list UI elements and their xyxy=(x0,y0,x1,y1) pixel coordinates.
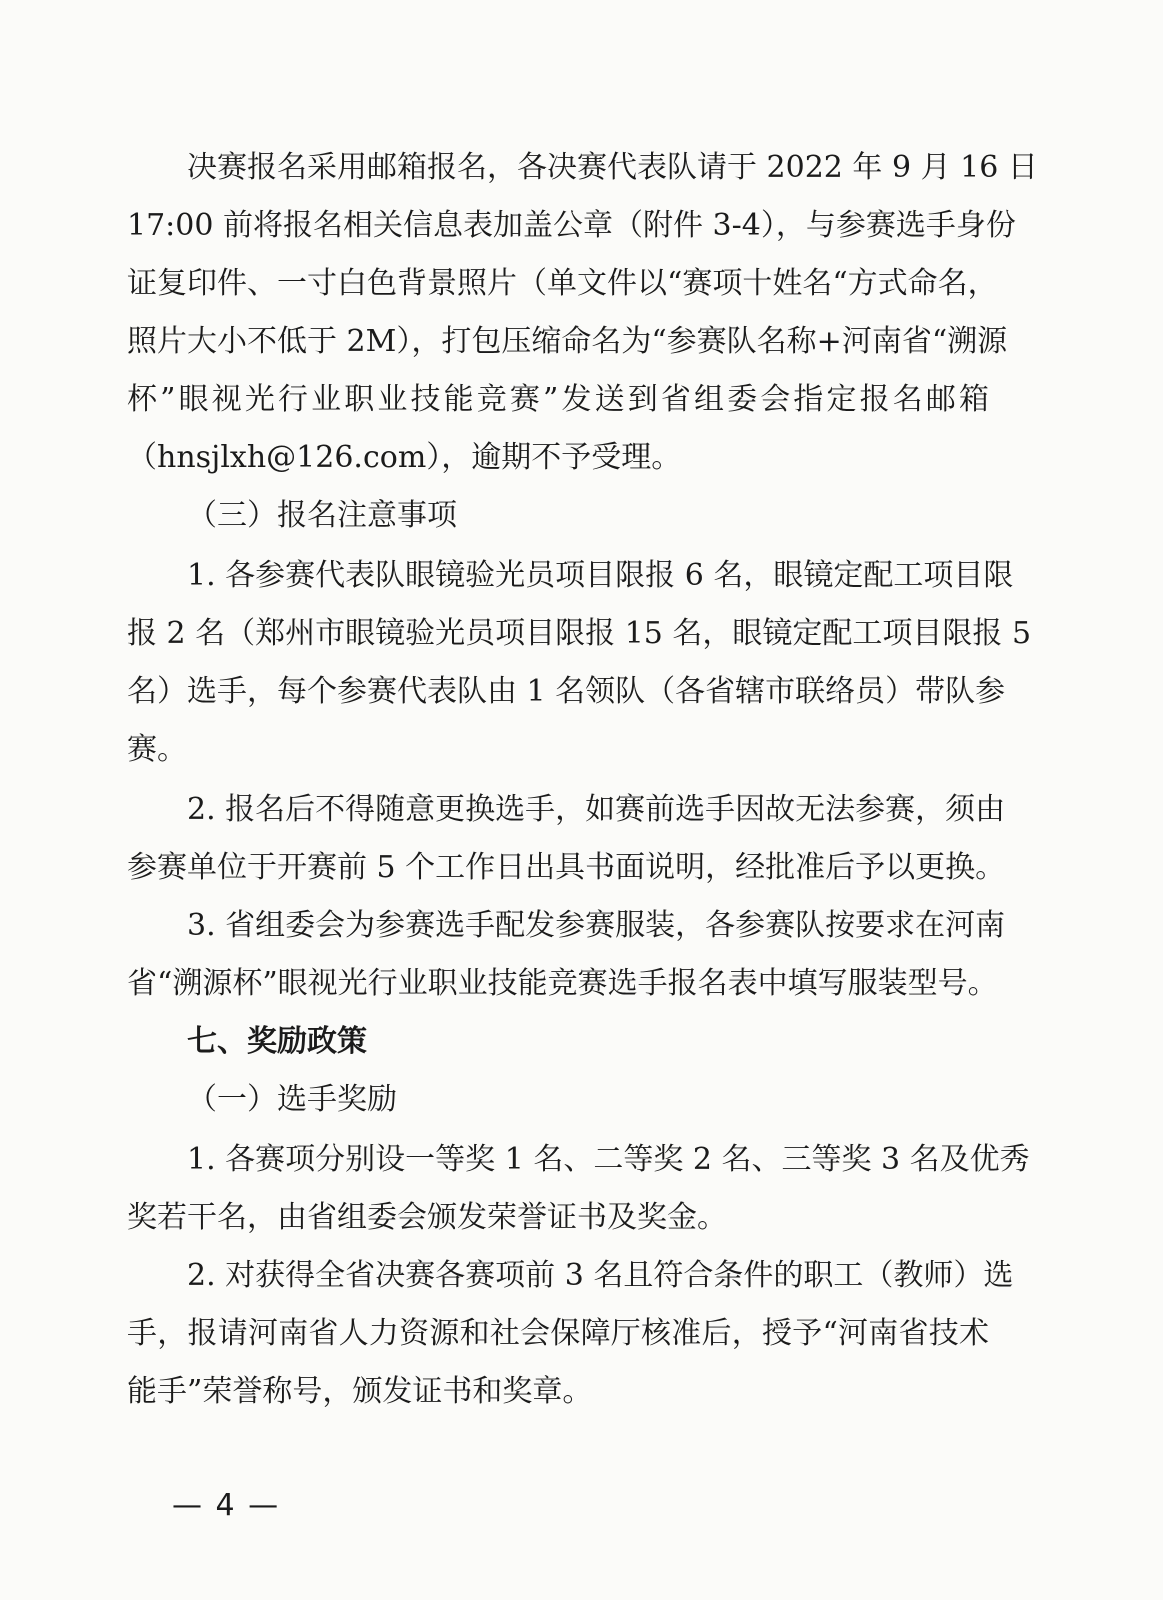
page-number: — 4 — xyxy=(172,1488,281,1523)
document-page: 决赛报名采用邮箱报名，各决赛代表队请于 2022 年 9 月 16 日 17:00 前将报名相关信息表加盖公章（附件 3-4），与参赛选手身份 证复印件、一寸白色背景照片（单文件以“赛项十姓名“方式命名， 照片大小不低于 2M），打包压缩命名为“参赛队名称+河南省“溯源 杯”眼视光行业职业技能竞赛”发送到省组委会指定报名邮箱 （hnsjlxh@126.com），逾期不予受理。 （三）报名注意事项 1. 各参赛代表队眼镜验光员项目限报 6 名，眼镜定配工项目限 报 2 名（郑州市眼镜验光员项目限报 15 名，眼镜定配工项目限报 5 名）选手，每个参赛代表队由 1 名领队（各省辖市联络员）带队参 赛。 2. 报名后不得随意更换选手，如赛前选手因故无法参赛，须由 参赛单位于开赛前 5 个工作日出具书面说明，经批准后予以更换。 3. 省组委会为参赛选手配发参赛服装，各参赛队按要求在河南 省“溯源杯”眼视光行业职业技能竞赛选手报名表中填写服装型号。 七、奖励政策 （一）选手奖励 1. 各赛项分别设一等奖 1 名、二等奖 2 名、三等奖 3 名及优秀 奖若干名，由省组委会颁发荣誉证书及奖金。 2. 对获得全省决赛各赛项前 3 名且符合条件的职工（教师）选 手，报请河南省人力资源和社会保障厅核准后，授予“河南省技术 能手”荣誉称号，颁发证书和奖章。 — 4 — xyxy=(0,0,1163,1600)
